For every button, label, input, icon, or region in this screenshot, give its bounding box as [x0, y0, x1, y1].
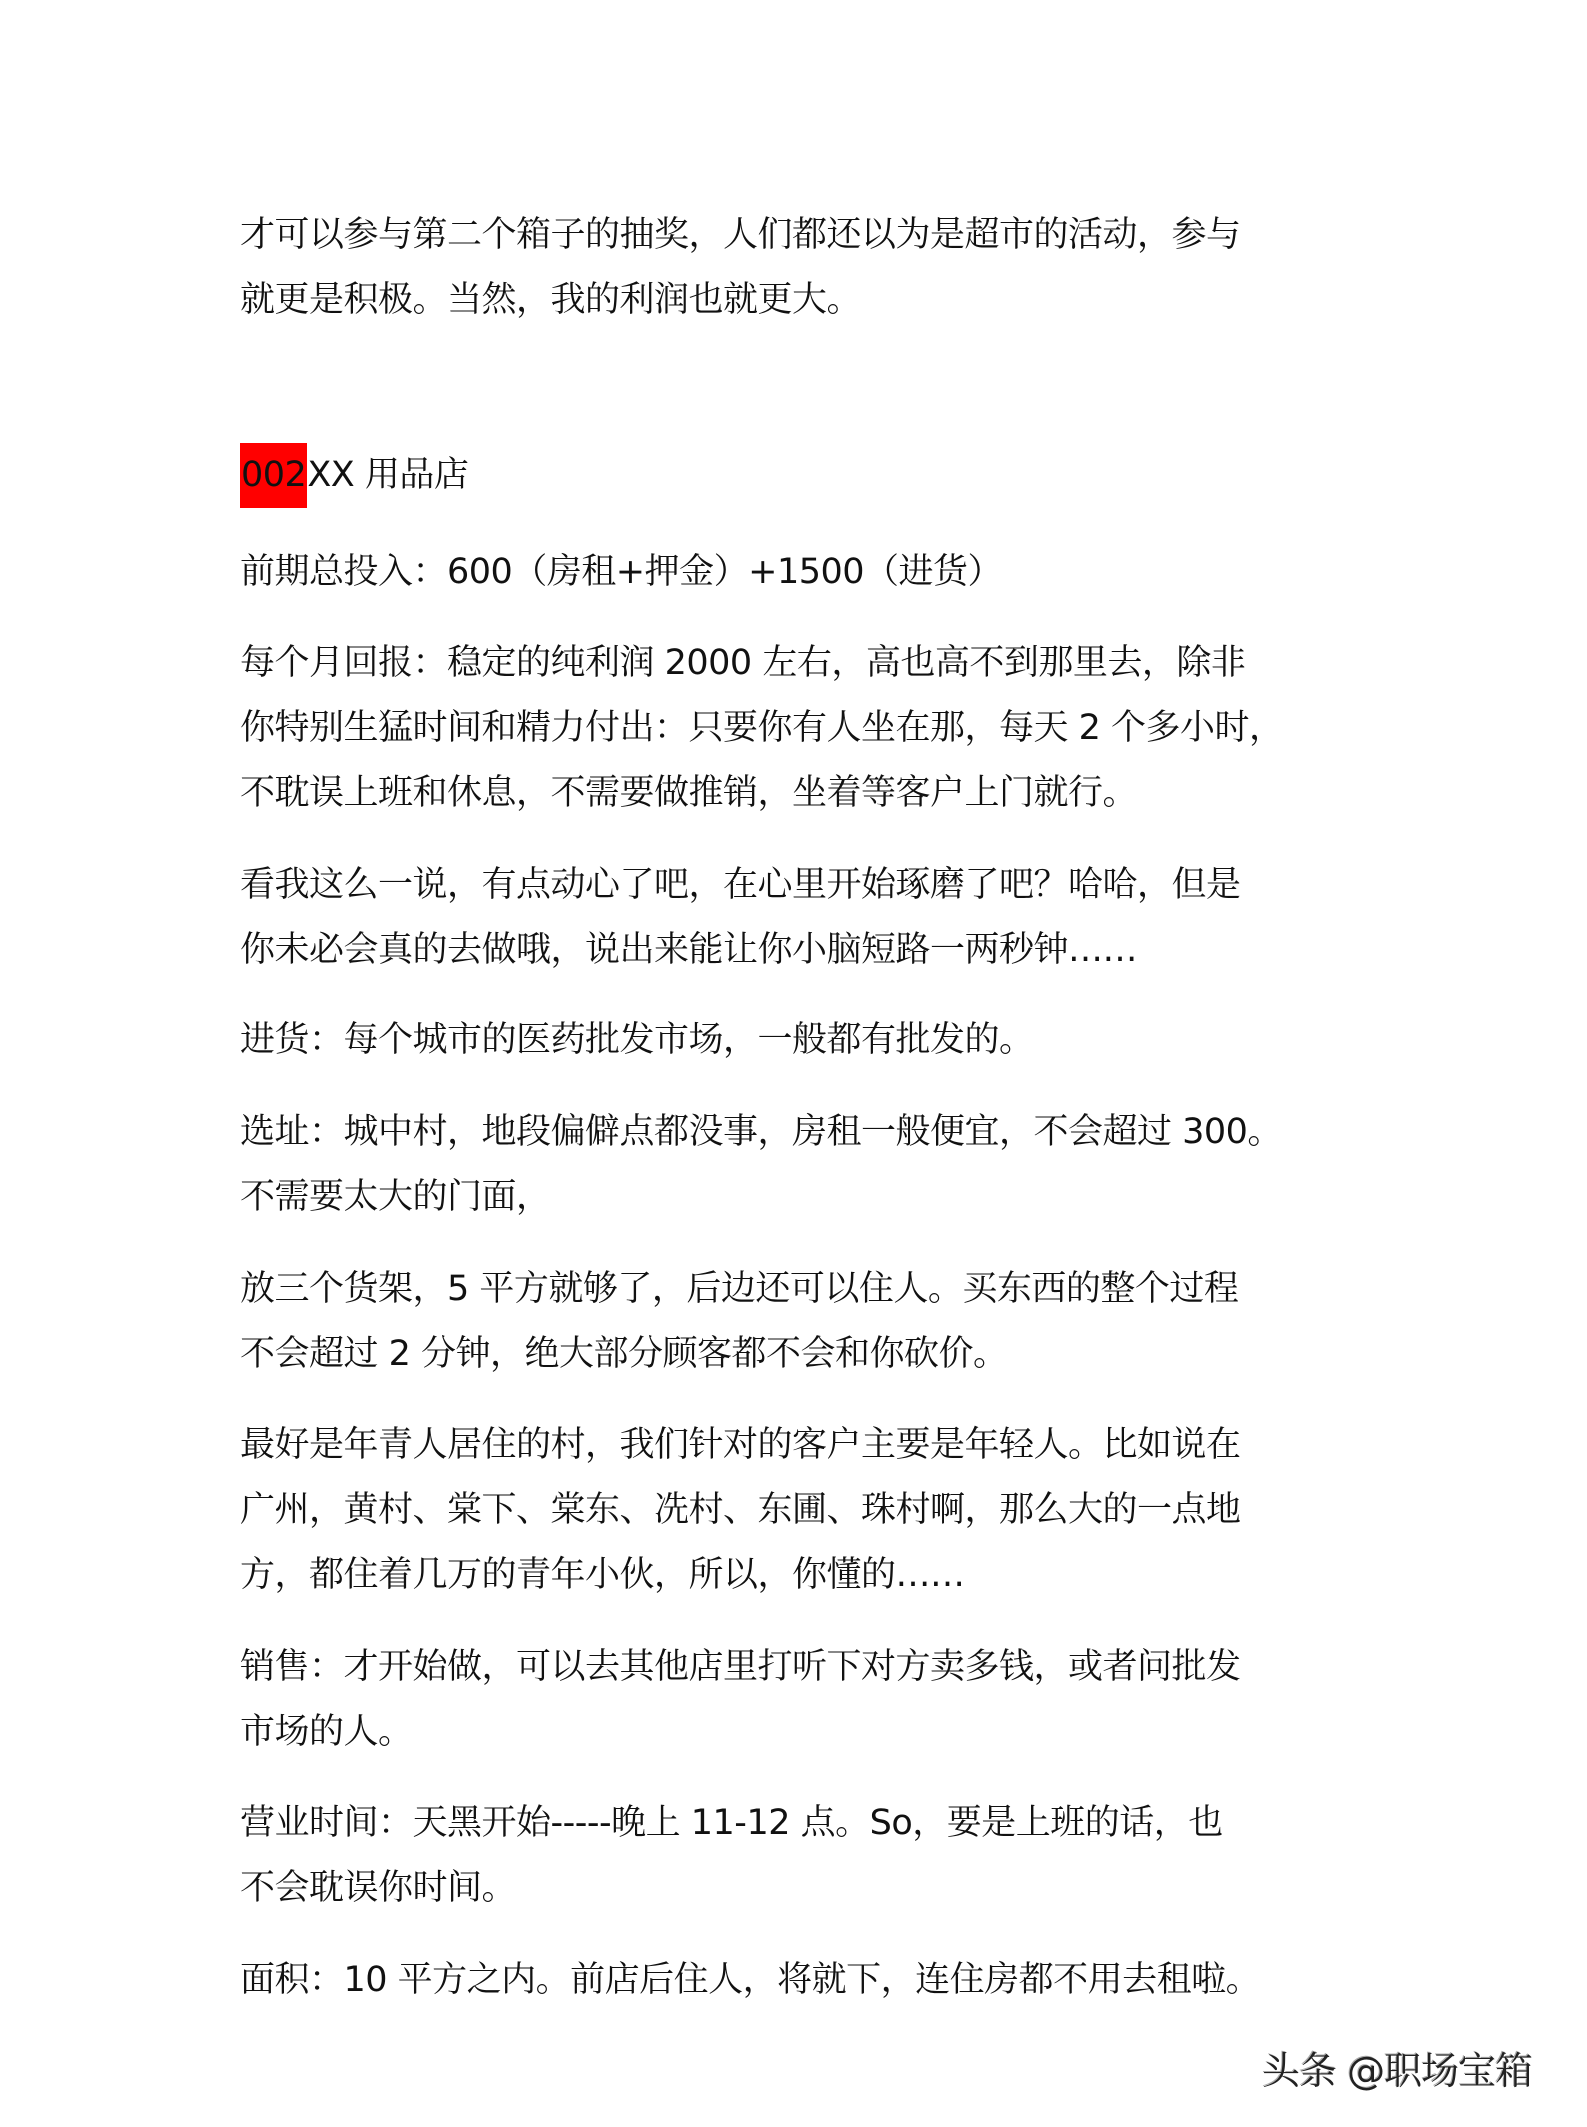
- intro-line-2: 就更是积极。当然，我的利润也就更大。: [240, 280, 862, 320]
- paragraph-customers-line-2: 广州，黄村、棠下、棠东、冼村、东圃、珠村啊，那么大的一点地: [240, 1490, 1241, 1530]
- section-title: XX 用品店: [307, 455, 469, 495]
- paragraph-area: 面积：10 平方之内。前店后住人，将就下，连住房都不用去租啦。: [240, 1960, 1261, 2000]
- section-number-highlight: 002: [240, 443, 307, 508]
- paragraph-customers-line-1: 最好是年青人居住的村，我们针对的客户主要是年轻人。比如说在: [240, 1425, 1241, 1465]
- paragraph-monthly-return-line-1: 每个月回报：稳定的纯利润 2000 左右，高也高不到那里去，除非: [240, 643, 1246, 683]
- watermark: 头条 @职场宝箱: [1262, 2049, 1533, 2093]
- paragraph-customers-line-3: 方，都住着几万的青年小伙，所以，你懂的……: [240, 1555, 965, 1595]
- section-heading: [240, 443, 468, 508]
- paragraph-hours-line-1: 营业时间：天黑开始-----晚上 11-12 点。So，要是上班的话，也: [240, 1803, 1223, 1843]
- paragraph-monthly-return-line-2: 你特别生猛时间和精力付出：只要你有人坐在那，每天 2 个多小时，: [240, 708, 1284, 748]
- paragraph-sales-line-2: 市场的人。: [240, 1712, 413, 1752]
- paragraph-location-line-1: 选址：城中村，地段偏僻点都没事，房租一般便宜，不会超过 300。: [240, 1112, 1282, 1152]
- paragraph-shelves-line-1: 放三个货架，5 平方就够了，后边还可以住人。买东西的整个过程: [240, 1269, 1239, 1309]
- intro-line-1: 才可以参与第二个箱子的抽奖，人们都还以为是超市的活动，参与: [240, 215, 1241, 255]
- paragraph-location-line-2: 不需要太大的门面，: [240, 1177, 551, 1217]
- paragraph-tempted-line-1: 看我这么一说，有点动心了吧，在心里开始琢磨了吧？哈哈，但是: [240, 865, 1241, 905]
- paragraph-initial-investment: 前期总投入：600（房租+押金）+1500（进货）: [240, 552, 1003, 592]
- paragraph-hours-line-2: 不会耽误你时间。: [240, 1868, 517, 1908]
- paragraph-shelves-line-2: 不会超过 2 分钟，绝大部分顾客都不会和你砍价。: [240, 1334, 1008, 1374]
- paragraph-stock: 进货：每个城市的医药批发市场，一般都有批发的。: [240, 1020, 1034, 1060]
- paragraph-monthly-return-line-3: 不耽误上班和休息，不需要做推销，坐着等客户上门就行。: [240, 773, 1138, 813]
- paragraph-sales-line-1: 销售：才开始做，可以去其他店里打听下对方卖多钱，或者问批发: [240, 1647, 1241, 1687]
- paragraph-tempted-line-2: 你未必会真的去做哦，说出来能让你小脑短路一两秒钟……: [240, 930, 1138, 970]
